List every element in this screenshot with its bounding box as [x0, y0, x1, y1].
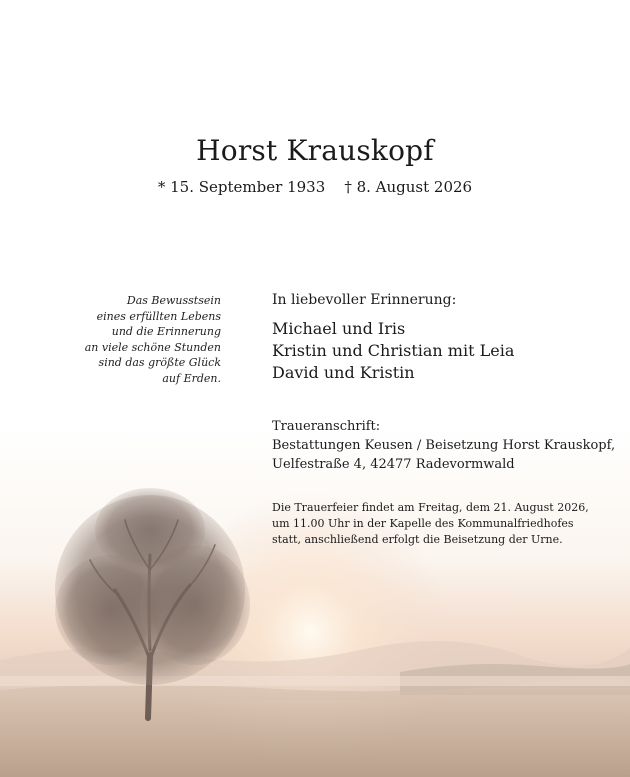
birth-date: * 15. September 1933	[157, 178, 326, 196]
family-member: David und Kristin	[272, 363, 415, 382]
ceremony-line: um 11.00 Uhr in der Kapelle des Kommunalfriedhofes	[272, 517, 574, 530]
memorial-quote	[41, 293, 221, 386]
mourning-address	[272, 417, 615, 474]
address-label: Traueranschrift:	[272, 419, 381, 434]
quote-line: eines erfüllten Lebens	[96, 309, 221, 323]
family-member: Kristin und Christian mit Leia	[272, 341, 515, 360]
family-member: Michael und Iris	[272, 319, 406, 338]
ceremony-info	[272, 500, 589, 548]
quote-line: Das Bewusstsein	[126, 294, 221, 307]
quote-line: auf Erden.	[162, 371, 221, 385]
address-line: Bestattungen Keusen / Beisetzung Horst Krauskopf,	[272, 438, 616, 453]
deceased-name: Horst Krauskopf	[196, 134, 434, 167]
quote-line: an viele schöne Stunden	[84, 340, 221, 354]
quote-line: sind das größte Glück	[98, 356, 221, 369]
family-list	[272, 318, 514, 384]
address-line: Uelfestraße 4, 42477 Radevormwald	[272, 457, 515, 472]
memory-label: In liebevoller Erinnerung:	[272, 292, 457, 308]
ceremony-line: statt, anschließend erfolgt die Beisetzung der Urne.	[272, 533, 563, 546]
death-date: † 8. August 2026	[344, 178, 473, 196]
quote-line: und die Erinnerung	[111, 325, 221, 338]
life-dates	[0, 178, 630, 196]
ceremony-line: Die Trauerfeier findet am Freitag, dem 21. August 2026,	[272, 501, 589, 514]
